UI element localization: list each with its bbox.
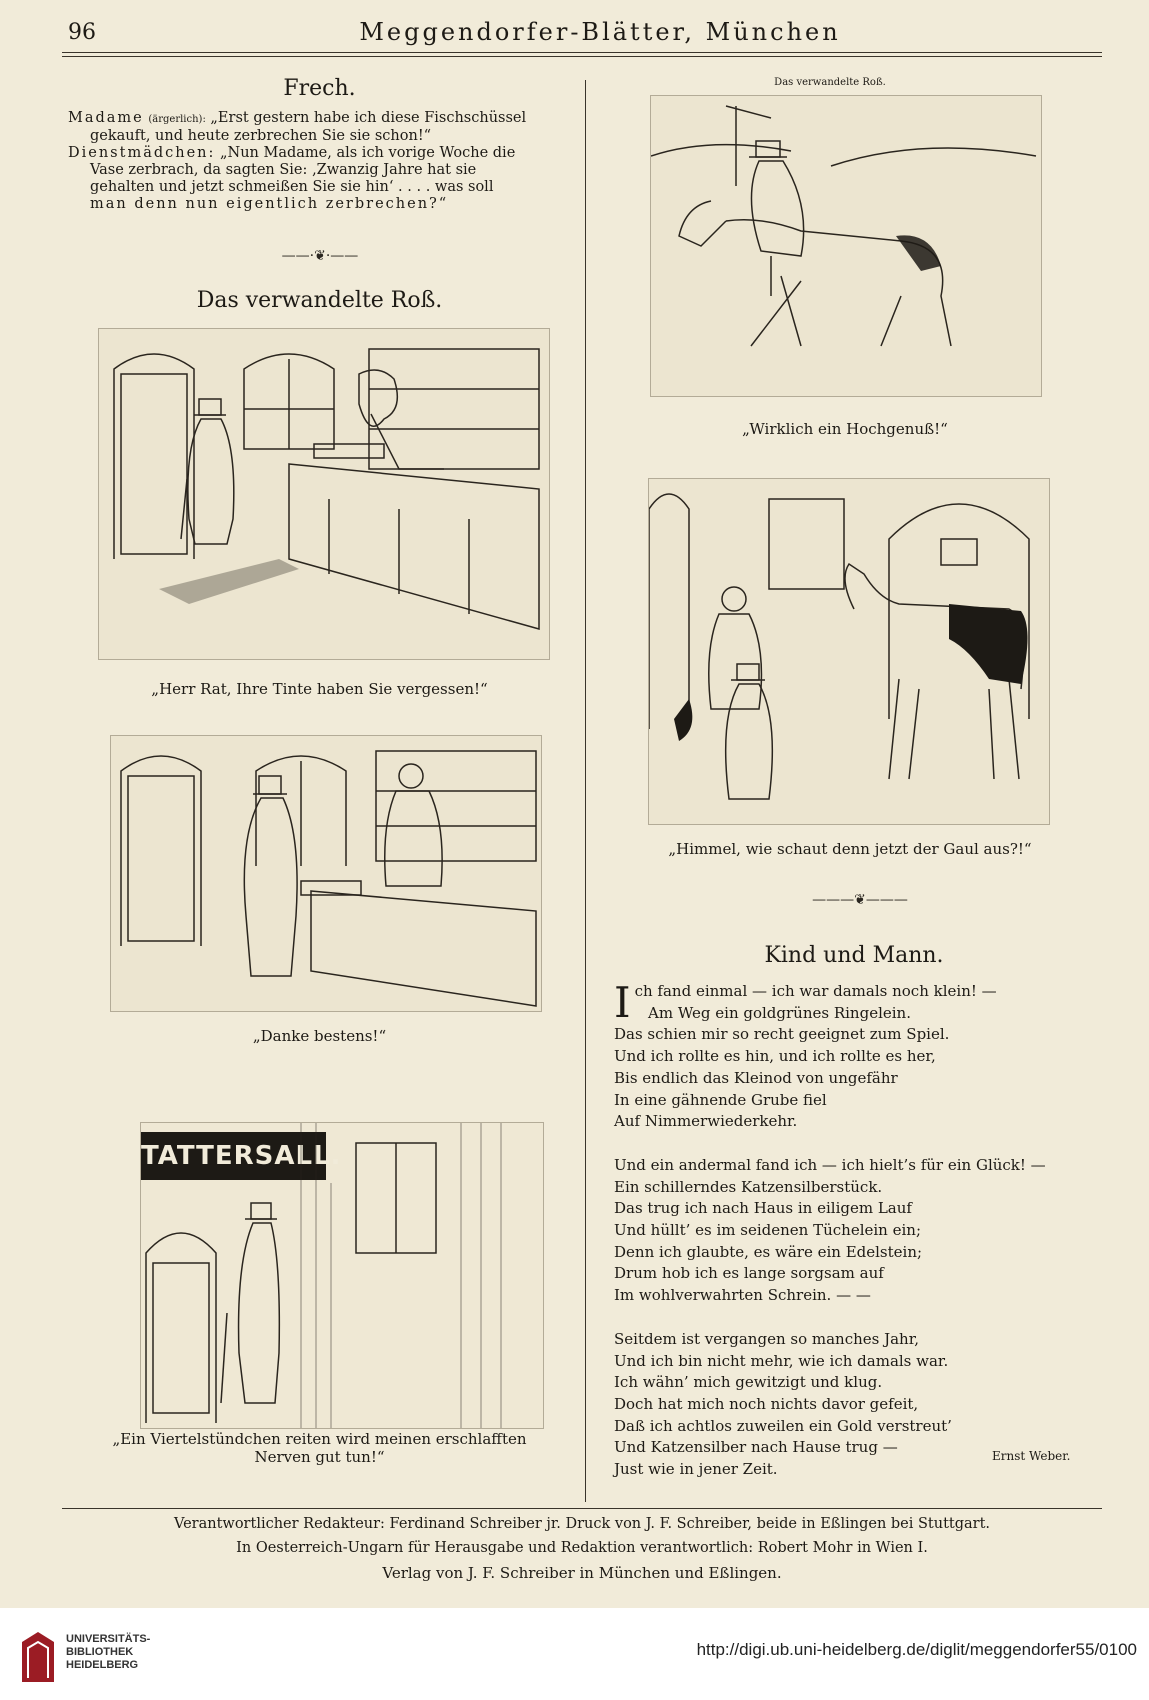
caption-pharmacy-1: „Herr Rat, Ihre Tinte haben Sie vergessen!“ bbox=[151, 680, 488, 698]
frech-line: gehalten und jetzt schmeißen Sie sie hin‘ . . . . was soll bbox=[90, 179, 494, 195]
frech-line: Dienstmädchen: „Nun Madame, als ich vorige Woche die bbox=[68, 145, 516, 161]
poem-line: Denn ich glaubte, es wäre ein Edelstein; bbox=[614, 1242, 923, 1261]
poem-stanza-2 bbox=[614, 1155, 1094, 1307]
poem-title: Kind und Mann. bbox=[764, 943, 944, 968]
poem-line: Daß ich achtlos zuweilen ein Gold verstreut’ bbox=[614, 1416, 952, 1435]
poem-line: Just wie in jener Zeit. bbox=[614, 1460, 778, 1479]
caption-tattersall bbox=[62, 1430, 577, 1466]
frech-line: man denn nun eigentlich zerbrechen?“ bbox=[90, 196, 449, 212]
ross-title: Das verwandelte Roß. bbox=[196, 288, 443, 313]
pharmacy-scene-2-svg bbox=[111, 736, 541, 1011]
horse-return-scene-svg bbox=[649, 479, 1049, 824]
illustration-pharmacy-1 bbox=[98, 328, 550, 660]
illustration-horse-return bbox=[648, 478, 1050, 825]
poem-dropcap: I bbox=[614, 978, 631, 1027]
illustration-pharmacy-2 bbox=[110, 735, 542, 1012]
caption-pharmacy-2: „Danke bestens!“ bbox=[252, 1027, 387, 1045]
frech-title: Frech. bbox=[283, 76, 356, 101]
header-rule bbox=[62, 52, 1102, 53]
riding-scene-svg bbox=[651, 96, 1041, 396]
poem-line: Das trug ich nach Haus in eiligem Lauf bbox=[614, 1199, 912, 1218]
frech-line: Madame (ärgerlich): „Erst gestern habe ich diese Fischschüssel bbox=[68, 110, 527, 126]
poem-line: Bis endlich das Kleinod von ungefähr bbox=[614, 1068, 898, 1087]
poem-stanza-1 bbox=[614, 978, 1094, 1133]
page-number: 96 bbox=[68, 20, 96, 45]
column-divider bbox=[585, 80, 586, 1502]
caption-tattersall-line-1: „Ein Viertelstündchen reiten wird meinen erschlafften bbox=[112, 1430, 527, 1448]
frech-line: gekauft, und heute zerbrechen Sie sie schon!“ bbox=[90, 128, 432, 144]
footer-imprint-1: Verantwortlicher Redakteur: Ferdinand Schreiber jr. Druck von J. F. Schreiber, beide in Eßlingen bei Stuttgart. bbox=[173, 1516, 991, 1532]
library-logo-icon bbox=[18, 1628, 58, 1686]
poem-line: Und ein andermal fand ich — ich hielt’s für ein Glück! — bbox=[614, 1155, 1046, 1174]
tattersall-scene-svg bbox=[141, 1123, 543, 1428]
poem-line: Ich wähn’ mich gewitzigt und klug. bbox=[614, 1373, 883, 1392]
poem-author: Ernst Weber. bbox=[992, 1449, 1071, 1463]
poem-line: Das schien mir so recht geeignet zum Spiel. bbox=[614, 1025, 950, 1044]
poem-line: Am Weg ein goldgrünes Ringelein. bbox=[648, 1003, 911, 1022]
library-url-link[interactable]: http://digi.ub.uni-heidelberg.de/diglit/meggendorfer55/0100 bbox=[696, 1640, 1137, 1659]
footer-imprint-3: Verlag von J. F. Schreiber in München und Eßlingen. bbox=[382, 1564, 782, 1582]
footer-rule bbox=[62, 1508, 1102, 1509]
poem-line: Ein schillerndes Katzensilberstück. bbox=[614, 1177, 883, 1196]
poem-line: Und ich rollte es hin, und ich rollte es her, bbox=[614, 1047, 936, 1066]
frech-dialogue bbox=[68, 110, 578, 213]
poem-line: Auf Nimmerwiederkehr. bbox=[614, 1112, 798, 1131]
poem-line: Und hüllt’ es im seidenen Tüchelein ein; bbox=[614, 1221, 921, 1240]
poem-line: Und Katzensilber nach Hause trug — bbox=[614, 1438, 898, 1457]
poem-line: Doch hat mich noch nichts davor gefeit, bbox=[614, 1394, 919, 1413]
frech-line: Vase zerbrach, da sagten Sie: ‚Zwanzig Jahre hat sie bbox=[90, 162, 477, 178]
poem-line: Drum hob ich es lange sorgsam auf bbox=[614, 1264, 884, 1283]
tattersall-sign: TATTERSALL. bbox=[141, 1132, 326, 1180]
caption-horse-return: „Himmel, wie schaut denn jetzt der Gaul aus?!“ bbox=[668, 840, 1032, 858]
caption-tattersall-line-2: Nerven gut tun!“ bbox=[254, 1448, 385, 1466]
poem-line: ch fand einmal — ich war damals noch klein! — bbox=[634, 982, 997, 1000]
footer-imprint-2: In Oesterreich-Ungarn für Herausgabe und Redaktion verantwortlich: Robert Mohr in Wien I. bbox=[236, 1540, 928, 1556]
caption-riding: „Wirklich ein Hochgenuß!“ bbox=[742, 420, 948, 438]
library-name: UNIVERSITÄTS- BIBLIOTHEK HEIDELBERG bbox=[66, 1633, 151, 1671]
illustration-riding bbox=[650, 95, 1042, 397]
poem-line: Im wohlverwahrten Schrein. — — bbox=[614, 1286, 871, 1305]
illustration-tattersall bbox=[140, 1122, 544, 1429]
poem-line: Seitdem ist vergangen so manches Jahr, bbox=[614, 1329, 920, 1348]
ornament-divider: ——·❦·—— bbox=[281, 248, 359, 264]
poem-line: Und ich bin nicht mehr, wie ich damals war. bbox=[614, 1351, 949, 1370]
small-ross-title: Das verwandelte Roß. bbox=[774, 77, 886, 88]
poem-body bbox=[614, 978, 1094, 1503]
poem-line: In eine gähnende Grube fiel bbox=[614, 1090, 827, 1109]
masthead: Meggendorfer-Blätter, München bbox=[359, 18, 841, 46]
header-rule-second bbox=[62, 56, 1102, 57]
ornament-divider-2: ———❦——— bbox=[812, 892, 908, 908]
pharmacy-scene-svg bbox=[99, 329, 549, 659]
